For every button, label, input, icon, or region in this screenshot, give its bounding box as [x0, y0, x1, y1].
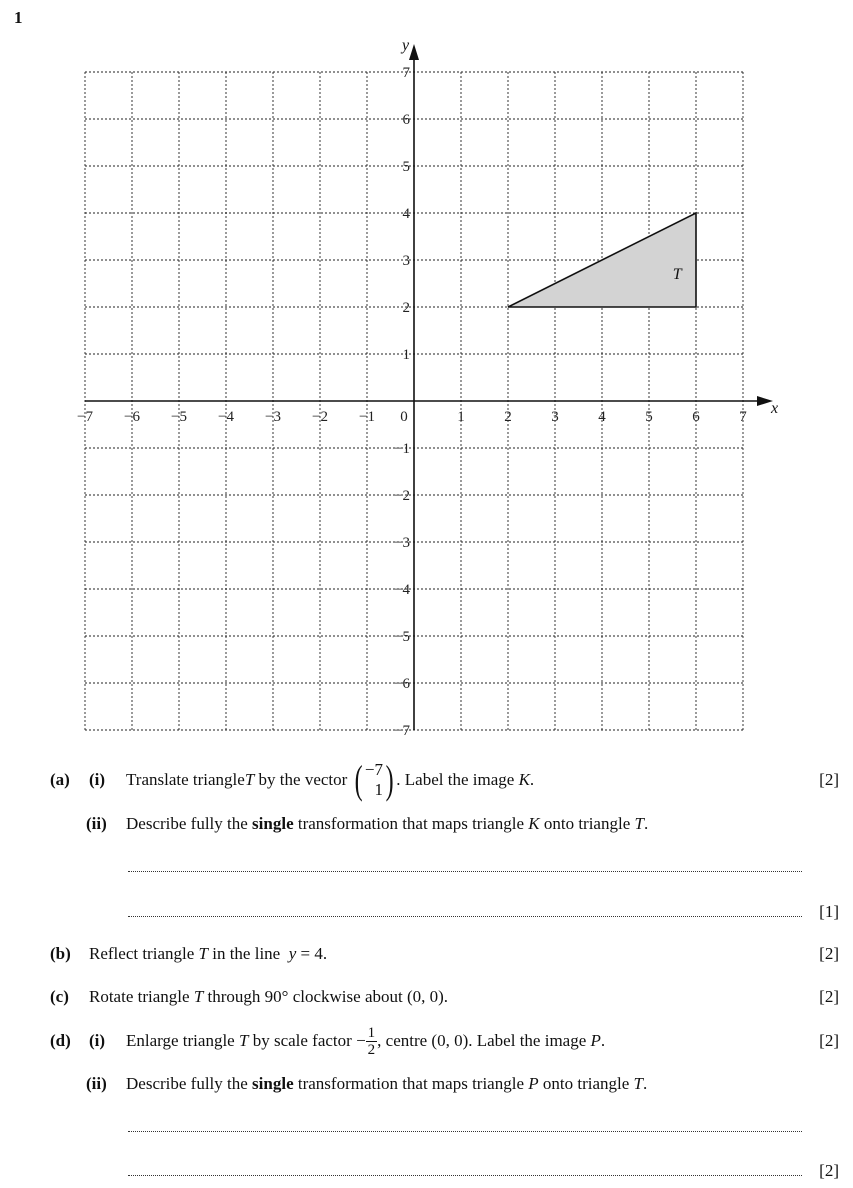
- y-tick-label: 4: [402, 206, 410, 222]
- marks-d-ii: [2]: [819, 1161, 839, 1180]
- part-a-i-label: (i): [89, 770, 106, 789]
- answer-line-d-2[interactable]: [128, 1175, 802, 1176]
- part-d-label: (d): [50, 1031, 71, 1050]
- y-tick-label: −1: [394, 441, 410, 457]
- part-c-label: (c): [50, 987, 69, 1006]
- y-tick-label: −3: [394, 535, 410, 551]
- x-tick-label: 0: [400, 409, 408, 425]
- part-b-label: (b): [50, 944, 71, 963]
- y-tick-label: −2: [394, 488, 410, 504]
- part-b-text: Reflect triangle T in the line y = 4.: [89, 944, 328, 963]
- x-tick-label: −7: [77, 409, 93, 425]
- part-a-ii-label: (ii): [86, 814, 107, 833]
- y-tick-label: −6: [394, 676, 410, 692]
- y-tick-label: 3: [402, 253, 410, 269]
- part-a-ii-text: Describe fully the single transformation that maps triangle K onto triangle T.: [126, 814, 649, 833]
- x-tick-label: −5: [171, 409, 187, 425]
- vector-bottom: 1: [374, 780, 383, 799]
- y-tick-label: 7: [402, 65, 410, 81]
- part-c-text: Rotate triangle T through 90° clockwise about (0, 0).: [89, 987, 449, 1006]
- part-a-i-text: Translate triangle T by the vector ( −7 1 ) . Label the image K .: [126, 757, 535, 802]
- axes: [85, 37, 778, 730]
- scale-factor-fraction: $\frac{1}{2}$: [367, 1024, 376, 1058]
- y-tick-label: −7: [394, 723, 410, 739]
- y-tick-label: 5: [402, 159, 410, 175]
- x-tick-label: 2: [504, 409, 512, 425]
- vector-top: −7: [364, 760, 383, 779]
- x-tick-label: 7: [739, 409, 747, 425]
- question-number: 1: [14, 8, 23, 27]
- part-d-i-text: Enlarge triangle T by scale factor − $\frac{1}{2}$ , centre (0, 0). Label the image P .: [126, 1024, 606, 1058]
- part-d-ii-label: (ii): [86, 1074, 107, 1093]
- x-tick-label: −4: [218, 409, 234, 425]
- y-tick-label: 6: [402, 112, 410, 128]
- x-tick-label: 4: [598, 409, 606, 425]
- x-tick-label: −1: [359, 409, 375, 425]
- marks-a-ii: [1]: [819, 902, 839, 921]
- y-tick-label: 1: [402, 347, 410, 363]
- answer-line-d-1[interactable]: [128, 1131, 802, 1132]
- x-tick-label: 6: [692, 409, 700, 425]
- x-tick-label: 5: [645, 409, 653, 425]
- y-axis-arrow: [409, 44, 419, 60]
- y-tick-label: −5: [394, 629, 410, 645]
- marks-c: [2]: [819, 987, 839, 1006]
- marks-a-i: [2]: [819, 770, 839, 789]
- x-tick-label: −3: [265, 409, 281, 425]
- y-tick-label: −4: [394, 582, 410, 598]
- marks-d-i: [2]: [819, 1031, 839, 1050]
- answer-line-a-2[interactable]: [128, 916, 802, 917]
- x-tick-label: −6: [124, 409, 140, 425]
- x-axis-label: x: [771, 400, 779, 417]
- part-a-label: (a): [50, 770, 70, 789]
- part-d-i-label: (i): [89, 1031, 106, 1050]
- x-tick-label: 1: [457, 409, 465, 425]
- marks-b: [2]: [819, 944, 839, 963]
- x-tick-label: 3: [551, 409, 559, 425]
- translation-vector: ( −7 1 ): [354, 757, 394, 802]
- x-tick-label: −2: [312, 409, 328, 425]
- answer-line-a-1[interactable]: [128, 871, 802, 872]
- triangle-T: [508, 213, 696, 307]
- y-tick-label: 2: [402, 300, 410, 316]
- shapes-layer: [508, 213, 696, 307]
- part-d-ii-text: Describe fully the single transformation that maps triangle P onto triangle T.: [126, 1074, 648, 1093]
- y-axis-label: y: [402, 37, 410, 54]
- triangle-label: T: [672, 265, 682, 283]
